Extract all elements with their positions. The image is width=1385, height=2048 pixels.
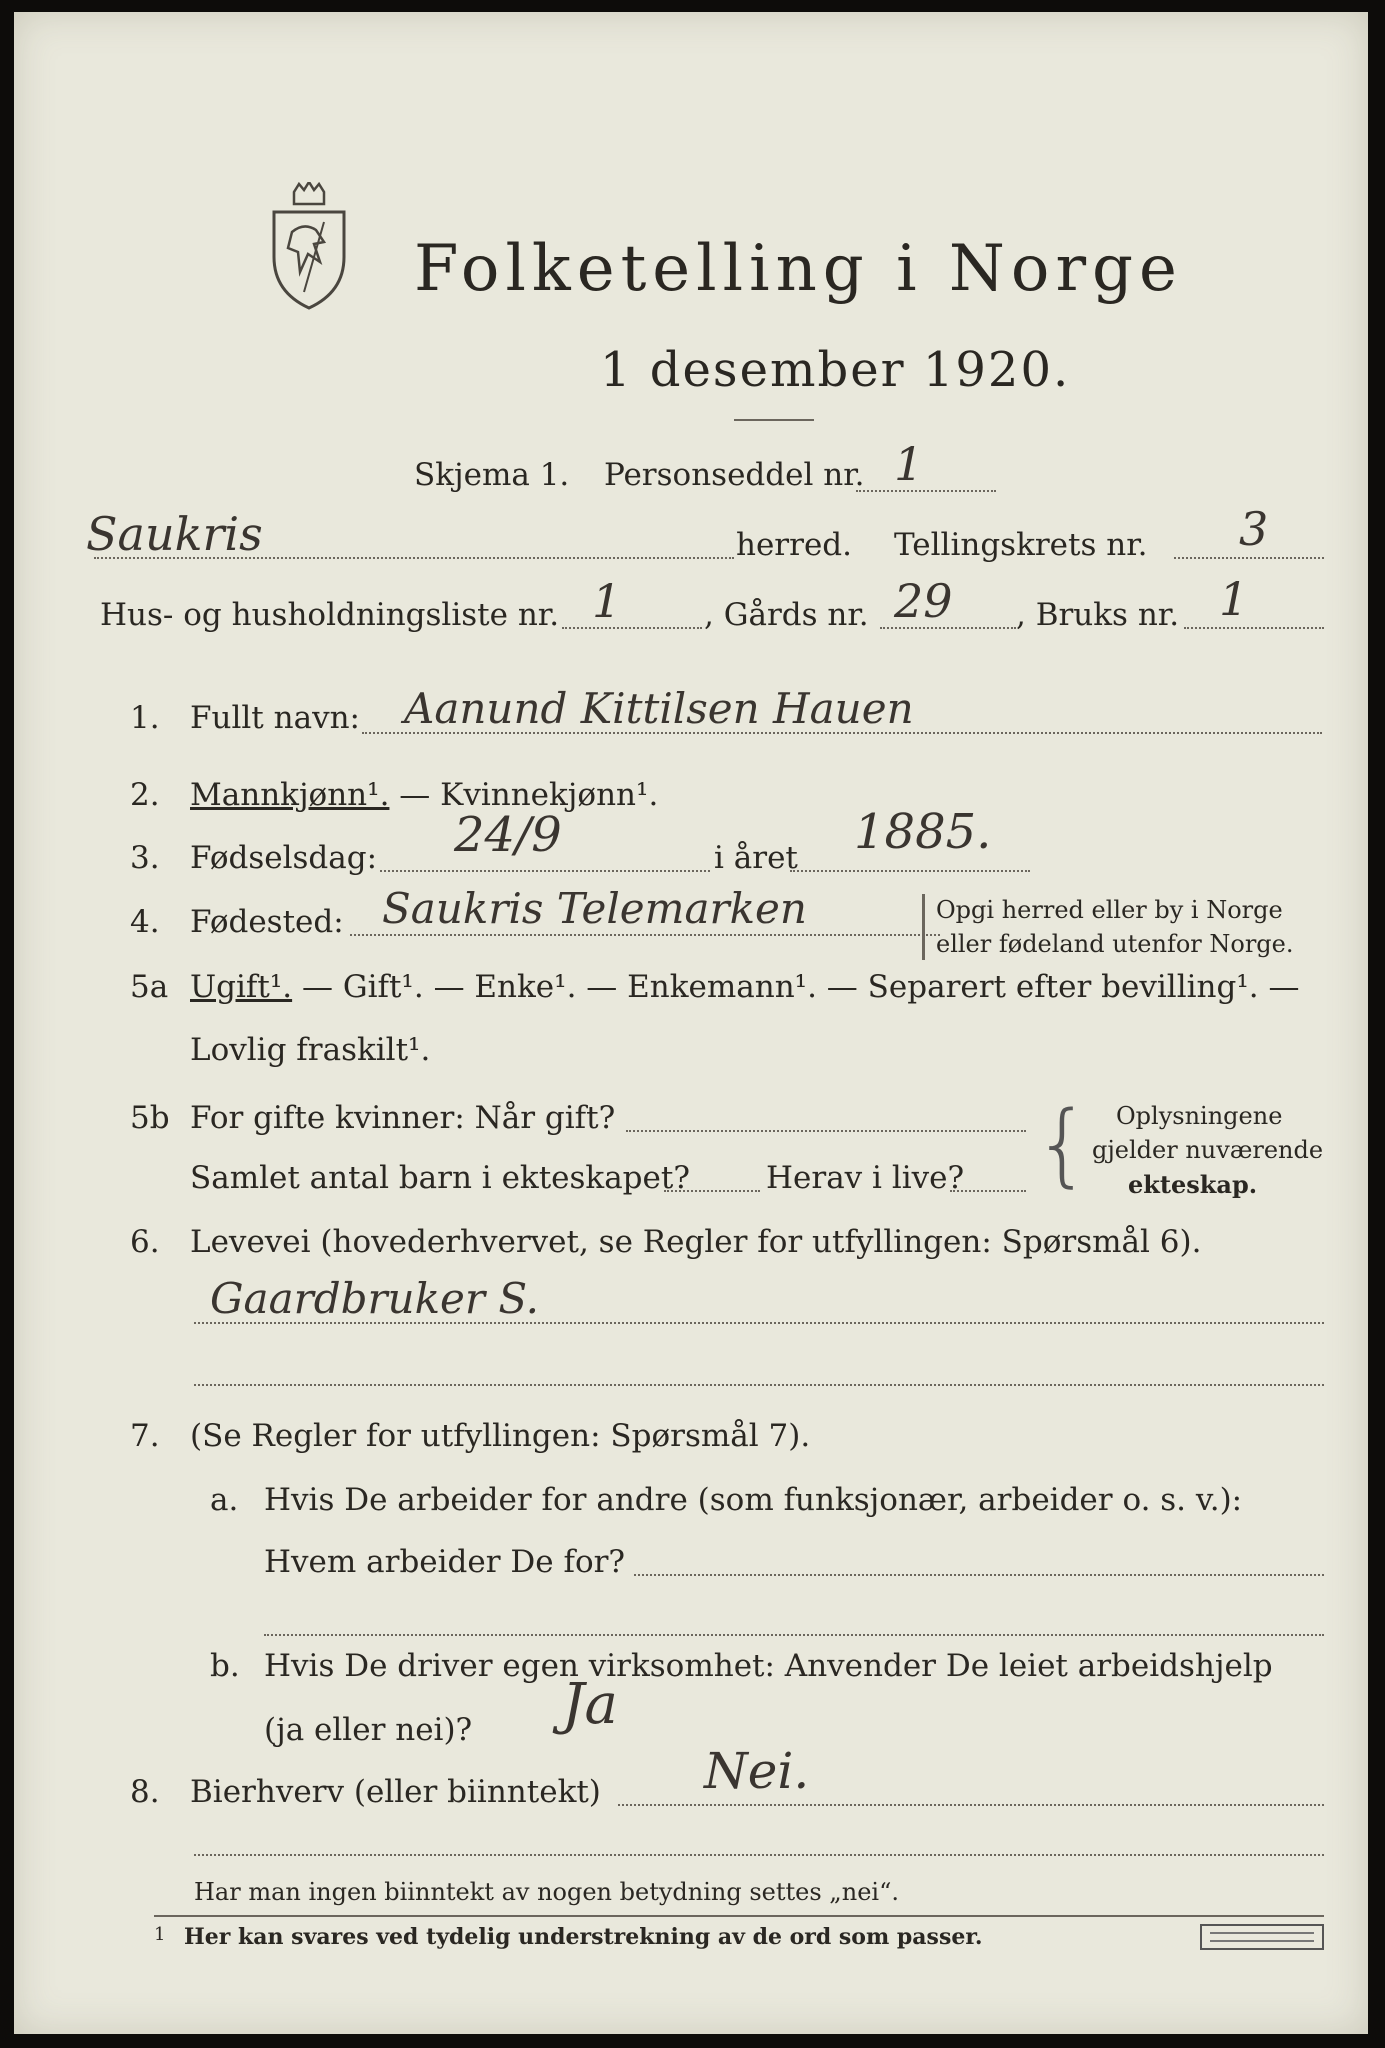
q1-value: Aanund Kittilsen Hauen — [404, 684, 914, 733]
personseddel-value: 1 — [894, 437, 924, 491]
q6-label: Levevei (hovederhvervet, se Regler for utfyllingen: Spørsmål 6). — [190, 1224, 1202, 1260]
q6-value: Gaardbruker S. — [210, 1274, 539, 1323]
q3-year-value: 1885. — [854, 804, 992, 860]
census-form-sheet — [14, 12, 1368, 2034]
q5b-brace-icon: { — [1034, 1092, 1092, 1197]
q3-birthday-line — [380, 870, 710, 872]
q4-line — [350, 934, 940, 936]
herred-line — [94, 557, 734, 559]
q5b-note-line2: gjelder nuværende — [1092, 1136, 1324, 1164]
q4-value: Saukris Telemarken — [382, 884, 807, 933]
footer-note: Har man ingen biinntekt av nogen betydning settes „nei“. — [194, 1878, 899, 1906]
q2-female-label: Kvinnekjønn¹. — [440, 777, 659, 813]
form-title: Folketelling i Norge — [414, 232, 1183, 306]
q5b-married-line — [626, 1130, 1026, 1132]
q5a-fraskilt: Lovlig fraskilt¹. — [190, 1032, 431, 1068]
q7b-line2: (ja eller nei)? — [264, 1712, 473, 1748]
personseddel-line — [856, 490, 996, 492]
footnote-text: Her kan svares ved tydelig understrekning av de ord som passer. — [184, 1924, 983, 1950]
q8-line2 — [194, 1854, 1324, 1856]
footnote-mark: 1 — [154, 1924, 166, 1945]
q5b-alive-line — [950, 1190, 1026, 1192]
tellingskrets-value: 3 — [1239, 502, 1269, 556]
q5b-alive-label: Herav i live? — [766, 1160, 965, 1196]
gards-label: , Gårds nr. — [704, 597, 869, 633]
schema-label: Skjema 1. — [414, 457, 570, 493]
q7a-employer-line — [634, 1574, 1324, 1576]
husholdning-line — [562, 627, 702, 629]
q7-number: 7. — [130, 1418, 160, 1454]
q8-value: Nei. — [704, 1742, 810, 1800]
gards-value: 29 — [894, 574, 953, 628]
q6-line2 — [194, 1384, 1324, 1386]
tellingskrets-label: Tellingskrets nr. — [894, 527, 1148, 563]
q3-year-line — [790, 870, 1030, 872]
footer-divider — [154, 1915, 1324, 1917]
q5b-children-label: Samlet antal barn i ekteskapet? — [190, 1160, 690, 1196]
q8-number: 8. — [130, 1774, 160, 1810]
census-date: 1 desember 1920. — [600, 342, 1071, 398]
q5a-options — [190, 969, 1299, 1005]
q5b-note-line3: ekteskap. — [1128, 1170, 1258, 1199]
personseddel-label: Personseddel nr. — [604, 457, 865, 493]
q5b-children-line — [664, 1190, 760, 1192]
q7a-extra-line — [264, 1634, 1324, 1636]
q3-label: Fødselsdag: — [190, 840, 378, 876]
q6-number: 6. — [130, 1224, 160, 1260]
q7b-line1: Hvis De driver egen virksomhet: Anvender De leiet arbeidshjelp — [264, 1648, 1273, 1684]
herred-label: herred. — [736, 527, 852, 563]
q8-line1 — [618, 1804, 1324, 1806]
q4-note-line2: eller fødeland utenfor Norge. — [936, 930, 1294, 958]
q6-line1 — [194, 1322, 1324, 1324]
q7a-letter: a. — [210, 1482, 239, 1518]
q7a-line2: Hvem arbeider De for? — [264, 1544, 626, 1580]
q3-number: 3. — [130, 840, 160, 876]
q8-label: Bierhverv (eller biinntekt) — [190, 1774, 601, 1810]
husholdning-label: Hus- og husholdningsliste nr. — [100, 597, 560, 633]
q5a-other-options: — Gift¹. — Enke¹. — Enkemann¹. — Separert efter bevilling¹. — — [301, 969, 1300, 1005]
q2-male-option — [190, 777, 658, 813]
q5a-number: 5a — [130, 969, 169, 1005]
q4-note-line1: Opgi herred eller by i Norge — [936, 896, 1283, 924]
tellingskrets-line — [1174, 557, 1324, 559]
q2-number: 2. — [130, 777, 160, 813]
q1-label: Fullt navn: — [190, 700, 360, 736]
q5b-number: 5b — [130, 1100, 170, 1136]
q3-year-label: i året — [714, 840, 798, 876]
title-divider — [734, 419, 814, 421]
bruks-value: 1 — [1219, 572, 1249, 626]
q7b-letter: b. — [210, 1648, 240, 1684]
q5b-line1-label: For gifte kvinner: Når gift? — [190, 1100, 616, 1136]
bruks-line — [1184, 627, 1324, 629]
q7a-line1: Hvis De arbeider for andre (som funksjonær, arbeider o. s. v.): — [264, 1482, 1243, 1518]
q4-label: Fødested: — [190, 904, 344, 940]
q7b-value: Ja — [562, 1672, 618, 1737]
q7-label: (Se Regler for utfyllingen: Spørsmål 7). — [190, 1418, 811, 1454]
q5b-note-line1: Oplysningene — [1116, 1102, 1283, 1130]
q2-separator: — — [399, 777, 431, 813]
q1-number: 1. — [130, 700, 160, 736]
bruks-label: , Bruks nr. — [1016, 597, 1180, 633]
husholdning-value: 1 — [592, 574, 622, 628]
printer-stamp — [1200, 1924, 1324, 1950]
norwegian-coat-of-arms-icon — [264, 182, 354, 312]
q5a-ugift: Ugift¹. — [190, 969, 293, 1005]
q3-birthday-value: 24/9 — [454, 807, 562, 863]
q2-male-label: Mannkjønn¹. — [190, 777, 390, 813]
q4-number: 4. — [130, 904, 160, 940]
q4-note-bracket — [922, 894, 925, 960]
herred-value: Saukris — [86, 507, 263, 561]
